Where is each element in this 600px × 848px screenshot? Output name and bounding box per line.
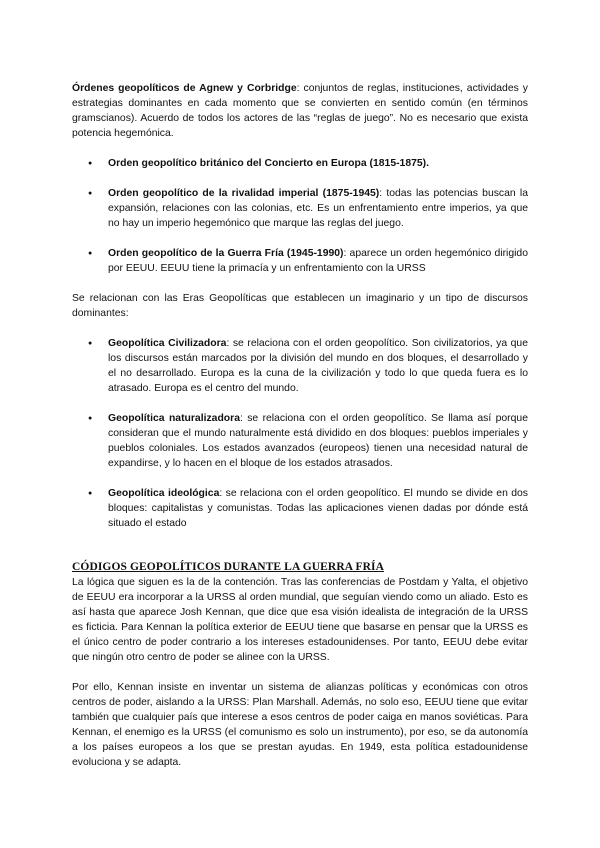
era-text: : se relaciona con el orden geopolítico. Son civilizatorios, ya que los discursos están marcados por la división del mundo en dos bloques, el desarrollado y el no desarrollado. Europa es la cuna de la civilización y todo lo que queda fuera es lo atrasado. Europa es el centro del mundo. xyxy=(108,338,528,394)
era-text: : se relaciona con el orden geopolítico. El mundo se divide en dos bloques: capitalistas y comunistas. Todas las aplicaciones vienen dadas por dónde está situado el estado xyxy=(108,488,528,529)
eras-intro-paragraph: Se relacionan con las Eras Geopolíticas que establecen un imaginario y un tipo de discursos dominantes: xyxy=(72,293,528,319)
era-title: Geopolítica ideológica xyxy=(108,488,220,499)
order-text: : aparece un orden hegemónico dirigido por EEUU. EEUU tiene la primacía y un enfrentamiento con la URSS xyxy=(108,248,528,274)
order-title: Orden geopolítico de la rivalidad imperial (1875-1945) xyxy=(108,188,380,199)
era-title: Geopolítica Civilizadora xyxy=(108,338,227,349)
order-text: : todas las potencias buscan la expansión, relaciones con las colonias, etc. Es un enfrentamiento entre imperios, ya que no hay un imperio hegemónico que marque las reglas del juego. xyxy=(108,188,528,229)
list-item xyxy=(72,156,528,171)
era-text: : se relaciona con el orden geopolítico. Se llama así porque consideran que el mundo naturalmente está dividido en dos bloques: pueblos imperiales y pueblos coloniales. Los estados avanzados (europeos) tienen una necesidad natural de expandirse, y lo hacen en el bloque de los estados atrasados. xyxy=(108,413,528,469)
geopolitical-eras-list xyxy=(72,336,528,531)
list-item xyxy=(72,486,528,531)
era-title: Geopolítica naturalizadora xyxy=(108,413,240,424)
geopolitical-orders-list xyxy=(72,156,528,276)
list-item xyxy=(72,246,528,276)
page-content xyxy=(72,81,528,770)
intro-paragraph xyxy=(72,81,528,141)
section-heading: CÓDIGOS GEOPOLÍTICOS DURANTE LA GUERRA FRÍA xyxy=(72,561,384,573)
list-item xyxy=(72,186,528,231)
cold-war-paragraph: Por ello, Kennan insiste en inventar un sistema de alianzas políticas y económicas con otros centros de poder, aislando a la URSS: Plan Marshall. Además, no solo eso, EEUU tiene que evitar también que cualquier país que interese a esos centros de poder caiga en manos soviéticas. Para Kennan, el enemigo es la URSS (el comunismo es solo un instrumento), por eso, se da autonomía a los países europeos a los que se prestan ayudas. En 1949, esta política estadounidense evoluciona y se adapta. xyxy=(72,682,528,768)
order-title: Orden geopolítico británico del Concierto en Europa (1815-1875). xyxy=(108,158,430,169)
order-title: Orden geopolítico de la Guerra Fría (1945-1990) xyxy=(108,248,344,259)
list-item xyxy=(72,411,528,471)
list-item xyxy=(72,336,528,396)
intro-term: Órdenes geopolíticos de Agnew y Corbridge xyxy=(72,83,297,94)
intro-text: : conjuntos de reglas, instituciones, actividades y estrategias dominantes en cada momento que se convierten en sentido común (en términos gramscianos). Acuerdo de todos los actores de las “reglas de juego”. No es necesario que exista potencia hegemónica. xyxy=(72,83,528,139)
cold-war-paragraph: La lógica que siguen es la de la contención. Tras las conferencias de Postdam y Yalta, el objetivo de EEUU era incorporar a la URSS al orden mundial, que seguían viendo como un aliado. Esto es así hasta que aparece Josh Kennan, que dice que esa visión idealista de integración de la URSS es ficticia. Para Kennan la política exterior de EEUU tiene que basarse en pensar que la URSS es el único centro de poder contrario a los intereses estadounidenses. Por tanto, EEUU debe evitar que ningún otro centro de poder se alinee con la URSS. xyxy=(72,577,528,663)
